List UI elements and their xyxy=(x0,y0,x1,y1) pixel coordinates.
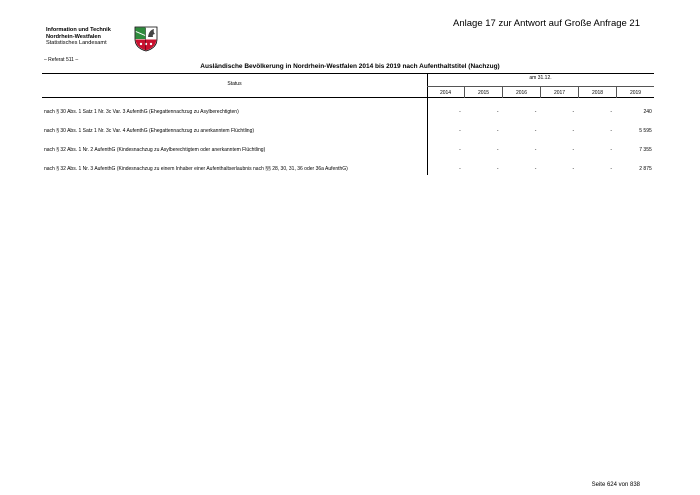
cell-value: 7 355 xyxy=(639,147,652,153)
referat-label: – Referat 511 – xyxy=(44,57,79,63)
cell-value: - xyxy=(534,147,537,153)
page-number: Seite 624 von 838 xyxy=(591,482,640,488)
row-label: nach § 32 Abs. 1 Nr. 2 AufenthG (Kindesnachzug zu Asylberechtigtem oder anerkanntem Flüchtling) xyxy=(44,147,266,153)
cell-value: - xyxy=(610,109,612,115)
table-title: Ausländische Bevölkerung in Nordrhein-Westfalen 2014 bis 2019 nach Aufenthaltstitel (Nachzug) xyxy=(200,63,500,70)
cell-value: - xyxy=(496,128,499,134)
table-row xyxy=(44,145,654,155)
year-header: 2014 xyxy=(427,86,464,98)
cell-value: - xyxy=(496,147,499,153)
cell-value: - xyxy=(496,109,499,115)
nrw-coat-of-arms-icon xyxy=(132,26,160,52)
cell-value: - xyxy=(572,147,575,153)
cell-value: - xyxy=(459,166,461,172)
row-label: nach § 32 Abs. 1 Nr. 3 AufenthG (Kindesnachzug zu einem Inhaber einer Aufenthaltserlaubnis nach §§ 28, 30, 31, 36 oder 36a AufenthG) xyxy=(44,166,348,172)
cell-value: - xyxy=(534,166,537,172)
year-header: 2015 xyxy=(464,86,502,98)
cell-value: - xyxy=(610,147,612,153)
cell-value: - xyxy=(572,109,575,115)
year-header: 2017 xyxy=(540,86,578,98)
org-name-block xyxy=(46,27,111,47)
cell-value: 240 xyxy=(643,109,652,115)
cell-value: 2 875 xyxy=(639,166,652,172)
org-line-2: Nordrhein-Westfalen xyxy=(46,33,101,40)
cell-value: - xyxy=(459,147,461,153)
table-row xyxy=(44,107,654,117)
cell-value: - xyxy=(610,128,612,134)
year-header: 2016 xyxy=(502,86,540,98)
cell-value: - xyxy=(496,166,499,172)
year-header: 2019 xyxy=(616,86,654,98)
table-top-rule xyxy=(42,73,654,74)
cell-value: - xyxy=(572,128,575,134)
status-column-header: Status xyxy=(227,81,242,87)
row-label: nach § 30 Abs. 1 Satz 1 Nr. 3c Var. 4 AufenthG (Ehegattennachzug zu anerkanntem Flüchtling) xyxy=(44,128,255,134)
date-column-header: am 31.12. xyxy=(529,75,552,81)
table-row xyxy=(44,164,654,174)
cell-value: - xyxy=(572,166,575,172)
attachment-header: Anlage 17 zur Antwort auf Große Anfrage 21 xyxy=(453,18,640,29)
cell-value: - xyxy=(534,128,537,134)
year-header-row xyxy=(427,86,654,98)
year-header: 2018 xyxy=(578,86,616,98)
row-label: nach § 30 Abs. 1 Satz 1 Nr. 3c Var. 3 AufenthG (Ehegattennachzug zu Asylberechtigten) xyxy=(44,109,239,115)
cell-value: - xyxy=(459,128,461,134)
cell-value: 5 595 xyxy=(639,128,652,134)
cell-value: - xyxy=(534,109,537,115)
cell-value: - xyxy=(459,109,461,115)
org-line-3: Statistisches Landesamt xyxy=(46,40,107,47)
org-line-1: Information und Technik xyxy=(46,27,111,33)
cell-value: - xyxy=(610,166,612,172)
table-row xyxy=(44,126,654,136)
